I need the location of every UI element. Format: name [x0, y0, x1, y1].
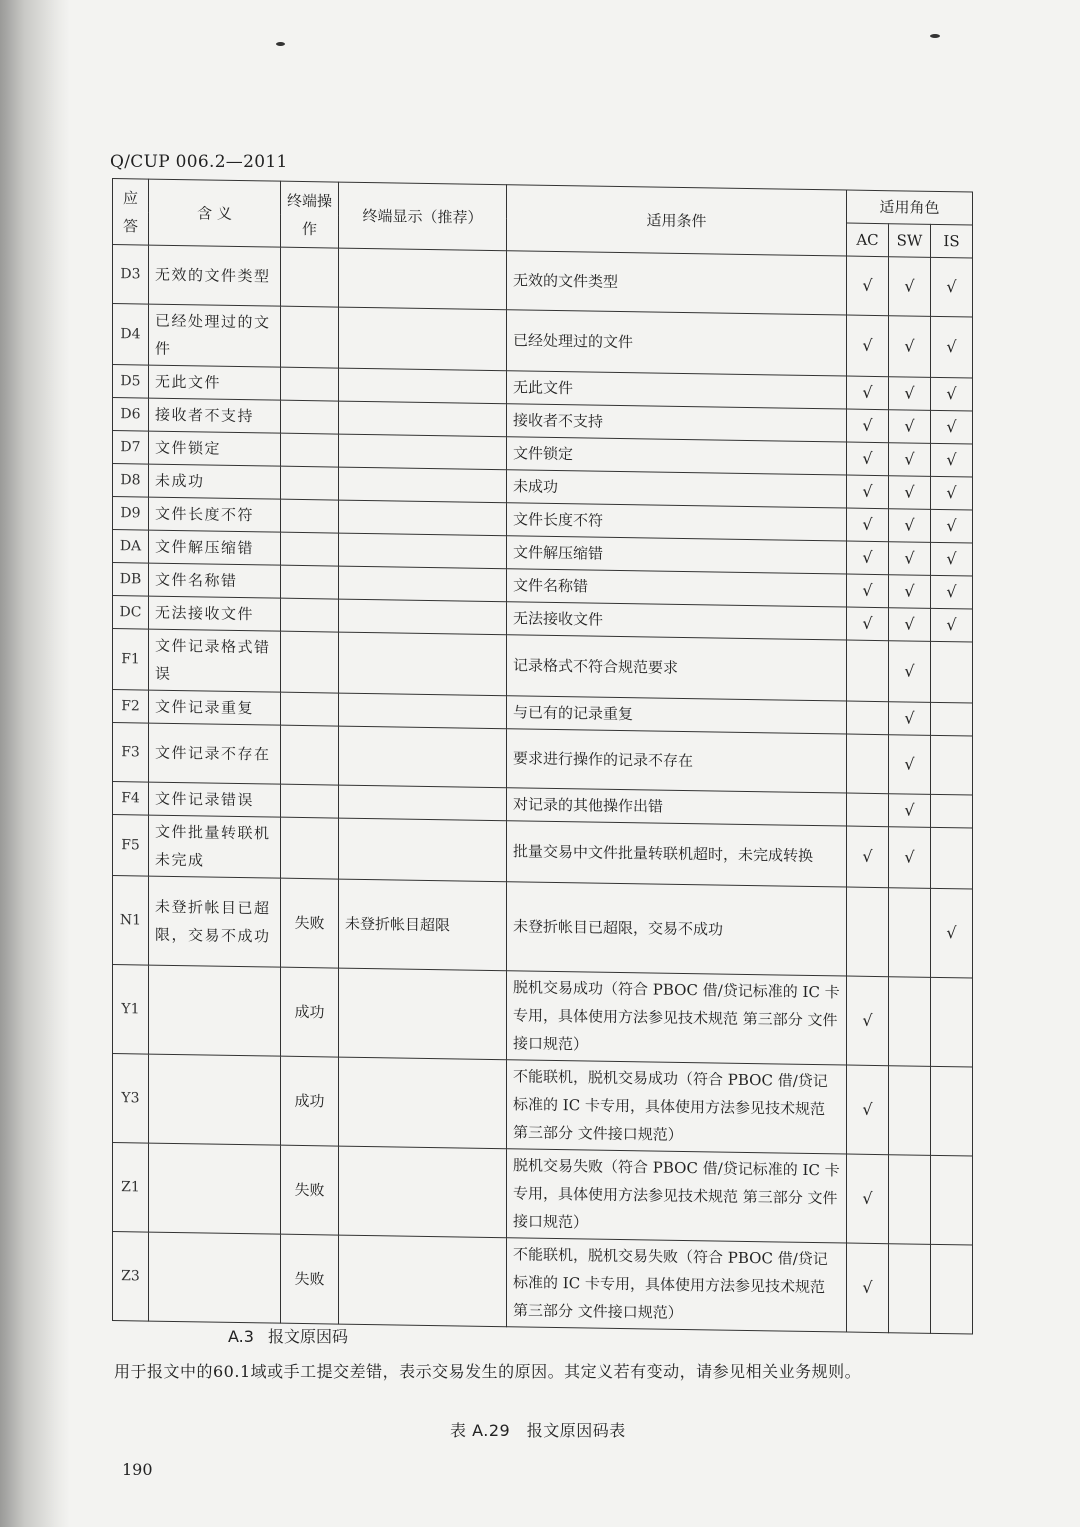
- row-code: Z1: [113, 1143, 149, 1233]
- row-code: D5: [113, 365, 149, 399]
- row-check-is: √: [931, 476, 973, 510]
- row-meaning: 已经处理过的文件: [149, 304, 281, 367]
- row-check-ac: √: [847, 508, 889, 542]
- row-terminal-display: [339, 968, 507, 1060]
- row-condition: 接收者不支持: [507, 404, 847, 442]
- row-check-is: [931, 1066, 973, 1156]
- header-terminal-op: 终端操作: [281, 181, 339, 248]
- book-spine-shadow: [0, 0, 70, 1527]
- table-row: [113, 876, 973, 979]
- row-code: Z3: [113, 1232, 149, 1322]
- row-condition: 批量交易中文件批量转联机超时，未完成转换: [507, 821, 847, 887]
- row-terminal-display: [339, 599, 507, 635]
- row-code: D6: [113, 398, 149, 432]
- row-check-sw: √: [889, 702, 931, 736]
- row-check-is: [931, 794, 973, 828]
- row-check-is: √: [931, 575, 973, 609]
- row-code: F5: [113, 815, 149, 877]
- row-check-ac: √: [847, 475, 889, 509]
- row-meaning: 文件记录错误: [149, 782, 281, 817]
- row-check-sw: √: [889, 377, 931, 411]
- row-check-sw: √: [889, 735, 931, 795]
- row-check-sw: √: [889, 443, 931, 477]
- row-terminal-op: [281, 532, 339, 566]
- row-check-sw: [889, 977, 931, 1067]
- row-check-is: [931, 827, 973, 889]
- row-check-sw: √: [889, 641, 931, 703]
- row-meaning: 文件记录格式错误: [149, 629, 281, 692]
- row-meaning: 未成功: [149, 464, 281, 499]
- row-check-sw: [889, 1244, 931, 1334]
- section-number: A.3: [228, 1327, 254, 1346]
- row-terminal-op: [281, 784, 339, 818]
- row-check-ac: √: [847, 256, 889, 316]
- row-code: DA: [113, 530, 149, 564]
- row-terminal-op: [281, 466, 339, 500]
- row-code: F2: [113, 690, 149, 724]
- row-meaning: 文件记录重复: [149, 690, 281, 725]
- table-row: [113, 965, 973, 1068]
- row-terminal-display: [339, 368, 507, 404]
- row-terminal-op: 失败: [281, 1145, 339, 1235]
- header-terminal-display: 终端显示（推荐）: [339, 182, 507, 251]
- row-terminal-display: [339, 566, 507, 602]
- row-terminal-op: 失败: [281, 878, 339, 968]
- row-condition: 已经处理过的文件: [507, 310, 847, 376]
- row-check-sw: √: [889, 410, 931, 444]
- row-check-is: √: [931, 316, 973, 378]
- table-row: [113, 1054, 973, 1157]
- row-condition: 脱机交易失败（符合 PBOC 借/贷记标准的 IC 卡专用，具体使用方法参见技术规范 第三部分 文件接口规范）: [507, 1149, 847, 1243]
- row-condition: 不能联机，脱机交易成功（符合 PBOC 借/贷记标准的 IC 卡专用，具体使用方法参见技术规范 第三部分 文件接口规范）: [507, 1060, 847, 1154]
- row-check-ac: √: [847, 607, 889, 641]
- row-condition: 文件长度不符: [507, 503, 847, 541]
- row-terminal-display: [339, 1146, 507, 1238]
- row-check-sw: √: [889, 509, 931, 543]
- section-heading: [228, 1324, 348, 1347]
- row-check-is: [931, 977, 973, 1067]
- row-check-ac: √: [847, 1065, 889, 1155]
- row-code: Y1: [113, 965, 149, 1055]
- row-terminal-display: [339, 818, 507, 882]
- row-terminal-display: [339, 307, 507, 371]
- row-check-sw: √: [889, 827, 931, 889]
- section-title: 报文原因码: [267, 1327, 348, 1346]
- response-code-table: [112, 178, 973, 1335]
- row-condition: 文件锁定: [507, 437, 847, 475]
- row-terminal-display: [339, 785, 507, 821]
- row-check-is: √: [931, 509, 973, 543]
- row-code: F3: [113, 723, 149, 783]
- row-check-ac: √: [847, 376, 889, 410]
- row-check-is: √: [931, 377, 973, 411]
- row-check-is: √: [931, 888, 973, 978]
- row-meaning: 接收者不支持: [149, 398, 281, 433]
- row-terminal-display: [339, 1235, 507, 1327]
- row-meaning: 文件批量转联机未完成: [149, 815, 281, 878]
- row-check-sw: √: [889, 316, 931, 378]
- page-number: 190: [122, 1460, 153, 1479]
- row-terminal-op: [281, 367, 339, 401]
- row-check-is: [931, 1244, 973, 1334]
- row-check-sw: √: [889, 794, 931, 828]
- row-terminal-display: [339, 693, 507, 729]
- row-check-ac: √: [847, 1154, 889, 1244]
- table-row: [113, 1143, 973, 1246]
- row-terminal-op: [281, 725, 339, 785]
- row-check-sw: [889, 1066, 931, 1156]
- scan-speck: [276, 42, 285, 46]
- row-terminal-op: [281, 306, 339, 368]
- row-check-ac: √: [847, 826, 889, 888]
- row-terminal-op: [281, 631, 339, 693]
- row-terminal-display: 未登折帐目超限: [339, 879, 507, 971]
- row-code: D4: [113, 304, 149, 366]
- row-check-sw: √: [889, 542, 931, 576]
- header-role-ac: AC: [847, 223, 889, 257]
- header-code: 应答: [113, 179, 149, 246]
- row-meaning: [149, 1054, 281, 1145]
- row-meaning: [149, 965, 281, 1056]
- row-check-is: √: [931, 443, 973, 477]
- row-check-ac: [847, 887, 889, 977]
- row-terminal-display: [339, 533, 507, 569]
- row-terminal-op: 成功: [281, 1056, 339, 1146]
- row-check-ac: [847, 701, 889, 735]
- row-meaning: 无此文件: [149, 365, 281, 400]
- row-condition: 对记录的其他操作出错: [507, 788, 847, 826]
- row-condition: 脱机交易成功（符合 PBOC 借/贷记标准的 IC 卡专用，具体使用方法参见技术规范 第三部分 文件接口规范）: [507, 971, 847, 1065]
- section-body: 用于报文中的60.1域或手工提交差错，表示交易发生的原因。其定义若有变动，请参见相关业务规则。: [114, 1362, 862, 1381]
- row-code: F4: [113, 782, 149, 816]
- table-header-row: [113, 179, 973, 226]
- row-check-ac: √: [847, 574, 889, 608]
- row-terminal-display: [339, 467, 507, 503]
- row-terminal-op: [281, 817, 339, 879]
- row-check-ac: [847, 793, 889, 827]
- row-condition: 不能联机，脱机交易失败（符合 PBOC 借/贷记标准的 IC 卡专用，具体使用方法参见技术规范 第三部分 文件接口规范）: [507, 1238, 847, 1332]
- document-code: Q/CUP 006.2—2011: [110, 152, 288, 172]
- row-meaning: 文件长度不符: [149, 497, 281, 532]
- row-terminal-display: [339, 401, 507, 437]
- row-check-sw: √: [889, 608, 931, 642]
- row-code: D8: [113, 464, 149, 498]
- row-check-is: [931, 702, 973, 736]
- row-check-sw: √: [889, 257, 931, 317]
- row-check-ac: √: [847, 1243, 889, 1333]
- row-meaning: [149, 1143, 281, 1234]
- row-terminal-op: [281, 598, 339, 632]
- row-check-is: [931, 735, 973, 795]
- table-row: [113, 1232, 973, 1335]
- row-check-is: [931, 641, 973, 703]
- scan-speck: [930, 34, 940, 38]
- row-check-is: √: [931, 257, 973, 317]
- row-check-ac: √: [847, 315, 889, 377]
- row-meaning: [149, 1232, 281, 1323]
- row-check-ac: √: [847, 409, 889, 443]
- row-condition: 要求进行操作的记录不存在: [507, 729, 847, 793]
- row-check-is: √: [931, 542, 973, 576]
- row-meaning: 文件记录不存在: [149, 723, 281, 784]
- row-terminal-op: [281, 433, 339, 467]
- header-role-is: IS: [931, 224, 973, 258]
- row-check-sw: √: [889, 575, 931, 609]
- row-code: F1: [113, 629, 149, 691]
- header-roles: 适用角色: [847, 190, 973, 225]
- row-code: Y3: [113, 1054, 149, 1144]
- row-check-sw: √: [889, 476, 931, 510]
- row-terminal-display: [339, 632, 507, 696]
- row-terminal-display: [339, 726, 507, 788]
- row-condition: 无效的文件类型: [507, 251, 847, 315]
- document-page: [70, 0, 1080, 1527]
- row-check-is: √: [931, 410, 973, 444]
- row-condition: 未登折帐目已超限，交易不成功: [507, 882, 847, 976]
- row-check-sw: [889, 888, 931, 978]
- row-meaning: 文件解压缩错: [149, 530, 281, 565]
- row-code: D3: [113, 245, 149, 305]
- row-condition: 无此文件: [507, 371, 847, 409]
- row-condition: 文件解压缩错: [507, 536, 847, 574]
- row-condition: 无法接收文件: [507, 602, 847, 640]
- row-code: D9: [113, 497, 149, 531]
- row-terminal-op: [281, 499, 339, 533]
- row-terminal-display: [339, 500, 507, 536]
- row-check-ac: √: [847, 976, 889, 1066]
- row-meaning: 文件名称错: [149, 563, 281, 598]
- header-role-sw: SW: [889, 224, 931, 258]
- header-meaning: 含 义: [149, 179, 281, 247]
- row-check-sw: [889, 1155, 931, 1245]
- row-condition: 记录格式不符合规范要求: [507, 635, 847, 701]
- row-condition: 未成功: [507, 470, 847, 508]
- row-code: D7: [113, 431, 149, 465]
- row-terminal-op: [281, 247, 339, 307]
- row-check-is: [931, 1155, 973, 1245]
- row-terminal-op: [281, 400, 339, 434]
- row-meaning: 无法接收文件: [149, 596, 281, 631]
- row-meaning: 文件锁定: [149, 431, 281, 466]
- row-check-ac: √: [847, 442, 889, 476]
- row-meaning: 未登折帐目已超限，交易不成功: [149, 876, 281, 967]
- row-terminal-display: [339, 1057, 507, 1149]
- row-condition: 文件名称错: [507, 569, 847, 607]
- row-check-is: √: [931, 608, 973, 642]
- row-terminal-op: [281, 692, 339, 726]
- row-check-ac: √: [847, 541, 889, 575]
- row-terminal-display: [339, 248, 507, 310]
- row-code: N1: [113, 876, 149, 966]
- header-condition: 适用条件: [507, 185, 847, 256]
- row-meaning: 无效的文件类型: [149, 245, 281, 306]
- row-terminal-display: [339, 434, 507, 470]
- row-check-ac: [847, 640, 889, 702]
- row-terminal-op: [281, 565, 339, 599]
- row-condition: 与已有的记录重复: [507, 696, 847, 734]
- row-terminal-op: 失败: [281, 1234, 339, 1324]
- row-code: DC: [113, 596, 149, 630]
- row-terminal-op: 成功: [281, 967, 339, 1057]
- row-check-ac: [847, 734, 889, 794]
- row-code: DB: [113, 563, 149, 597]
- table-caption: 表 A.29 报文原因码表: [450, 1421, 626, 1440]
